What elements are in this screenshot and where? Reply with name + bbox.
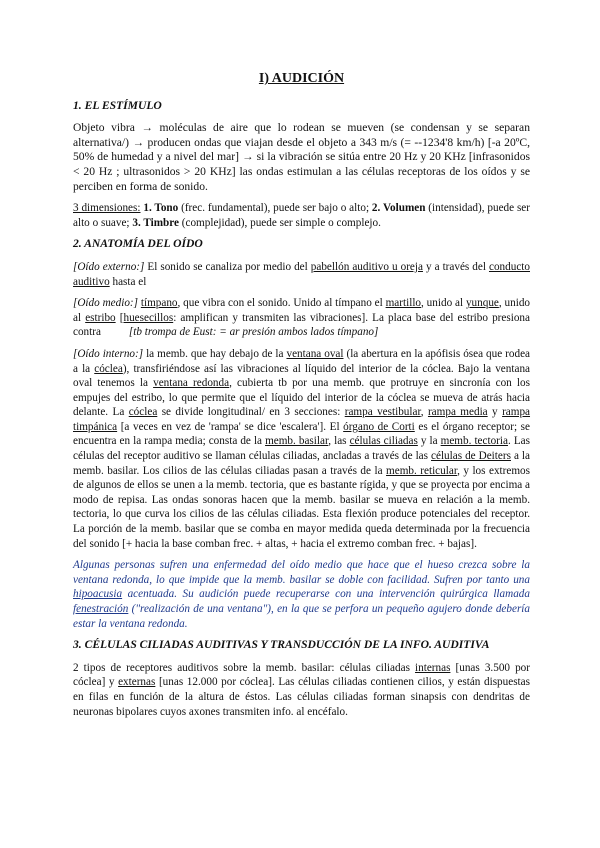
- section-heading-estimulo: 1. EL ESTÍMULO: [73, 98, 162, 112]
- section-heading-anatomia: 2. ANATOMÍA DEL OÍDO: [73, 237, 203, 251]
- dim-tono-desc: (frec. fundamental), puede ser bajo o alto;: [178, 202, 372, 215]
- dim-timbre: 3. Timbre: [132, 216, 179, 229]
- page-title: I) AUDICIÓN: [258, 71, 345, 86]
- text-run: [unas 12.000 por cóclea]. Las células ciliadas contienen cilios, y están dispuestas en filas en función de la altura de éstos. Las células ciliadas forman sinapsis con dendritas de neuronas bipolares cuyos axones transmiten info. al encéfalo.: [73, 676, 530, 718]
- term-rampa-timpanica: rampa timpánica: [73, 406, 531, 433]
- text-run: , y los extremos de algunos de ellos se unen a la memb. tectoria, que es bastante rígida, y que se proyecta por encima a modo de repisa. Las ondas sonoras hacen que la memb. basilar se mueva en relación a la memb. tectoria, lo que curva los cilios de las células ciliadas. Esta flexión produce potenciales del receptor. La porción de la memb. basilar que se comba en mayor medida queda determinada por la frecuencia del sonido [+ hacia la base comban frec. + altas, + hacia el extremo comban frec. + bajas].: [73, 464, 530, 550]
- term-externas: externas: [118, 676, 156, 689]
- paragraph-oido-interno: [73, 347, 530, 551]
- text-run: [a veces en vez de 'rampa' se dice 'escalera']. El: [117, 420, 344, 433]
- text-run: se divide longitudinal/ en 3 secciones:: [157, 406, 345, 419]
- term-memb-tectoria: memb. tectoria: [440, 435, 508, 448]
- term-yunque: yunque: [465, 297, 499, 310]
- term-martillo: martillo: [385, 297, 422, 310]
- text-run: . Las células del receptor auditivo se llaman células ciliadas, ancladas a través de las: [73, 435, 530, 463]
- term-internas: internas: [415, 661, 451, 674]
- paragraph-oido-externo: [73, 260, 530, 289]
- paragraph-dimensiones: [73, 201, 530, 230]
- text-run: y a través del: [422, 260, 489, 273]
- text-run: , las: [328, 435, 350, 448]
- text-run: y: [487, 406, 503, 419]
- term-coclea: cóclea: [94, 362, 123, 375]
- dim-timbre-desc: (complejidad), puede ser simple o complejo.: [178, 216, 381, 229]
- term-celulas-deiters: células de Deiters: [431, 450, 511, 463]
- term-organo-corti: órgano de Corti: [343, 420, 415, 433]
- document-page: [73, 66, 530, 726]
- text-run: , unido al: [421, 297, 466, 310]
- note-trompa: [tb trompa de Eust: = ar presión ambos lados tímpano]: [128, 326, 379, 339]
- paragraph-celulas: [73, 661, 530, 719]
- term-ventana-redonda: ventana redonda: [153, 377, 230, 390]
- text-run: acentuada. Su audición puede recuperarse con una intervención quirúrgica llamada: [122, 588, 530, 601]
- text-run: , que vibra con el sonido. Unido al tímpano el: [177, 297, 386, 310]
- term-ventana-oval: ventana oval: [286, 347, 344, 360]
- dim-volumen: 2. Volumen: [371, 202, 426, 215]
- term-memb-reticular: memb. reticular: [386, 464, 458, 477]
- text-run: y la: [417, 435, 441, 448]
- term-conducto: conducto auditivo: [73, 260, 530, 288]
- label-oido-interno: [Oído interno:]: [73, 347, 144, 360]
- paragraph-oido-medio: [73, 296, 530, 340]
- term-estribo: estribo: [85, 311, 116, 324]
- text-run: la memb. que hay debajo de la: [143, 347, 287, 360]
- text-run: a la memb. basilar. Los cilios de las células ciliadas pasan a través de la: [73, 450, 530, 477]
- text-run: es el órgano receptor; se encuentra en la rampa media; consta de la: [73, 420, 531, 448]
- dimensiones-lead: 3 dimensiones:: [73, 202, 141, 215]
- term-pabellon: pabellón auditivo u oreja: [310, 260, 423, 273]
- term-coclea: cóclea: [128, 406, 158, 419]
- dim-volumen-desc: (intensidad), puede ser alto o suave;: [73, 202, 531, 229]
- text-run: El sonido se canaliza por medio del: [144, 260, 311, 273]
- text-run: : amplifican y transmiten las vibraciones]. La placa base del estribo presiona contra: [73, 311, 530, 339]
- text-run: ), transfiriéndose así las vibraciones al líquido del interior de la cóclea. Bajo la ventana oval tenemos la: [73, 362, 531, 390]
- term-huesecillos: huesecillos: [123, 311, 174, 324]
- term-rampa-media: rampa media: [427, 406, 488, 419]
- text-run: (la abertura en la apófisis ósea que rodea a la: [73, 347, 531, 375]
- text-run: Algunas personas sufren una enfermedad del oído medio que hace que el hueso crezca sobre la ventana redonda, lo que impide que la memb. basilar se doble con facilidad. Sufren por tanto una: [73, 559, 530, 586]
- text-run: ("realización de una ventana"), en la que se perfora un pequeño agujero donde debería estar la ventana redonda.: [73, 603, 530, 630]
- dim-tono: 1. Tono: [143, 202, 179, 215]
- term-timpano: tímpano: [140, 297, 178, 310]
- paragraph-estimulo: Objeto vibra → moléculas de aire que lo rodean se mueven (se condensan y se separan alternativa/) → producen ondas que viajan desde el objeto a 343 m/s (= --1234'8 km/h) [-a 20ºC, 50% de humedad y a nivel del mar] → si la vibración se sitúa entre 20 Hz y 20 KHz [infrasonidos < 20 Hz ; ultrasonidos > 20 KHz] las ondas estimulan a las células receptoras de los oídos y se perciben en forma de sonido.: [73, 121, 530, 193]
- label-oido-medio: [Oído medio:]: [73, 297, 138, 310]
- label-oido-externo: [Oído externo:]: [73, 260, 145, 273]
- note-fenestracion: [73, 558, 530, 631]
- text-run: , unido al: [73, 297, 531, 324]
- text-run: [: [115, 311, 124, 324]
- text-run: ,: [420, 406, 428, 419]
- text-run: , cubierta tb por una memb. que protruye en sincronía con los empujes del estribo, lo que permite que el líquido del interior de la cóclea se mueva de atrás hacia delante. La: [73, 377, 530, 419]
- term-celulas-ciliadas: células ciliadas: [349, 435, 418, 448]
- term-memb-basilar: memb. basilar: [265, 435, 329, 448]
- text-run: hasta el: [109, 275, 147, 288]
- term-fenestracion: fenestración: [73, 603, 129, 615]
- text-run: [unas 3.500 por cóclea] y: [73, 661, 530, 689]
- term-rampa-vestibular: rampa vestibular: [344, 406, 421, 419]
- text-run: 2 tipos de receptores auditivos sobre la memb. basilar: células ciliadas: [73, 661, 416, 674]
- section-heading-celulas: 3. CÉLULAS CILIADAS AUDITIVAS Y TRANSDUCCIÓN DE LA INFO. AUDITIVA: [73, 638, 490, 652]
- term-hipoacusia: hipoacusia: [73, 588, 123, 601]
